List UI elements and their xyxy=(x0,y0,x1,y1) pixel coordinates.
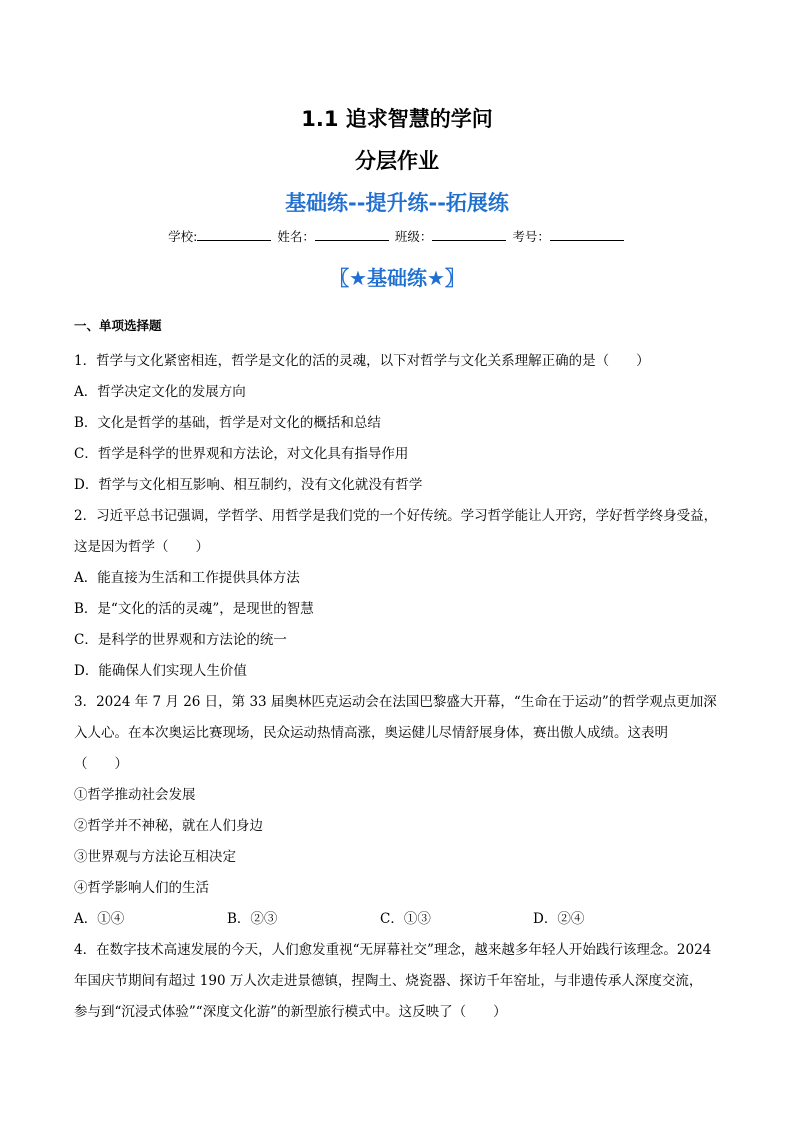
option-c: C．是科学的世界观和方法论的统一 xyxy=(74,632,287,648)
student-info-row xyxy=(0,227,794,245)
choice-d: D．②④ xyxy=(533,911,585,927)
option-b: B．文化是哲学的基础，哲学是对文化的概括和总结 xyxy=(74,415,381,431)
section-banner: 〖★基础练★〗 xyxy=(329,266,465,290)
exam-number-blank[interactable] xyxy=(550,228,624,241)
question-3 xyxy=(74,687,724,935)
question-1 xyxy=(74,346,724,501)
statement-1: ①哲学推动社会发展 xyxy=(74,787,196,803)
statement-3: ③世界观与方法论互相决定 xyxy=(74,849,236,865)
question-stem: 3．2024 年 7 月 26 日，第 33 届奥林匹克运动会在法国巴黎盛大开幕，“生命在于运动”的哲学观点更加深 xyxy=(74,694,717,710)
question-stem-continued: 入人心。在本次奥运比赛现场，民众运动热情高涨，奥运健儿尽情舒展身体，赛出傲人成绩。这表明 xyxy=(74,725,668,741)
sub-title: 分层作业 xyxy=(355,149,439,173)
class-blank[interactable] xyxy=(432,228,506,241)
question-stem: 4．在数字技术高速发展的今天，人们愈发重视“无屏幕社交”理念，越来越多年轻人开始践行该理念。2024 xyxy=(74,942,712,958)
main-title: 1.1 追求智慧的学问 xyxy=(301,107,493,131)
statement-4: ④哲学影响人们的生活 xyxy=(74,880,209,896)
levels-title: 基础练--提升练--拓展练 xyxy=(285,191,509,215)
section-heading: 一、单项选择题 xyxy=(74,318,162,333)
name-blank[interactable] xyxy=(315,228,389,241)
class-label: 班级： xyxy=(394,229,433,244)
option-a: A．能直接为生活和工作提供具体方法 xyxy=(74,570,300,586)
question-2 xyxy=(74,501,724,687)
question-list xyxy=(74,346,724,1028)
question-stem: 1．哲学与文化紧密相连，哲学是文化的活的灵魂，以下对哲学与文化关系理解正确的是（ ） xyxy=(74,353,650,369)
choice-b: B．②③ xyxy=(227,911,278,927)
school-label: 学校: xyxy=(168,229,198,244)
option-d: D．能确保人们实现人生价值 xyxy=(74,663,247,679)
choice-a: A．①④ xyxy=(74,911,125,927)
question-stem-continued: 这是因为哲学（ ） xyxy=(74,539,209,555)
option-b: B．是“文化的活的灵魂”，是现世的智慧 xyxy=(74,601,314,617)
name-label: 姓名： xyxy=(277,229,315,244)
statement-2: ②哲学并不神秘，就在人们身边 xyxy=(74,818,263,834)
exam-number-label: 考号： xyxy=(512,229,550,244)
choice-c: C．①③ xyxy=(380,911,431,927)
question-stem-continued: 年国庆节期间有超过 190 万人次走进景德镇，捏陶土、烧瓷器、探访千年窑址，与非遗传承人深度交流， xyxy=(74,973,703,989)
school-blank[interactable] xyxy=(197,228,271,241)
option-c: C．哲学是科学的世界观和方法论，对文化具有指导作用 xyxy=(74,446,409,462)
choice-row xyxy=(74,904,724,935)
option-d: D．哲学与文化相互影响、相互制约，没有文化就没有哲学 xyxy=(74,477,423,493)
answer-parentheses: （ ） xyxy=(74,756,128,772)
option-a: A．哲学决定文化的发展方向 xyxy=(74,384,246,400)
question-4 xyxy=(74,935,724,1028)
question-stem-continued: 参与到“沉浸式体验”“深度文化游”的新型旅行模式中。这反映了（ ） xyxy=(74,1004,507,1020)
question-stem: 2．习近平总书记强调，学哲学、用哲学是我们党的一个好传统。学习哲学能让人开窍，学好哲学终身受益， xyxy=(74,508,718,524)
